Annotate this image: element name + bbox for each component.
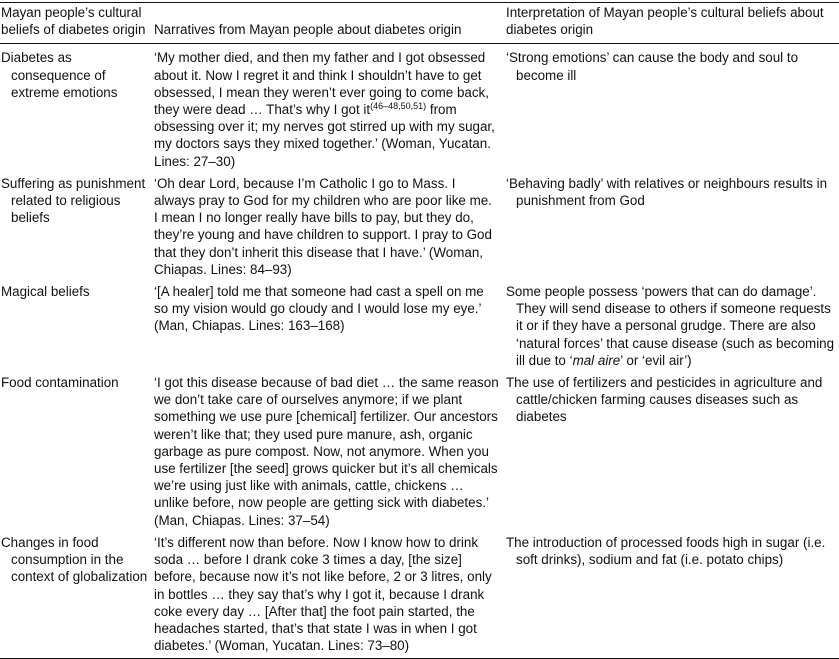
interpretation-cell: Some people possess ‘powers that can do damage’. They will send disease to others if someone requests it or if they have a personal grudge. There are also ‘natural forces’ that cause disease (such as becoming ill due to ‘mal aire’ or ‘evil air’) xyxy=(506,284,835,368)
interpretation-cell: The introduction of processed foods high in sugar (i.e. soft drinks), sodium and fat (i.e. potato chips) xyxy=(503,532,839,659)
diabetes-beliefs-table xyxy=(0,2,839,659)
belief-cell: Changes in food consumption in the context of globalization xyxy=(0,532,154,659)
narrative-cell: ‘Oh dear Lord, because I’m Catholic I go to Mass. I always pray to God for my children who are poor like me. I mean I no longer really have bills to pay, but they do, they’re young and have children to support. I pray to God that they don’t inherit this disease that I have.’ (Woman, Chiapas. Lines: 84–93) xyxy=(154,175,492,277)
interpretation-cell: ‘Strong emotions’ can cause the body and soul to become ill xyxy=(506,50,799,83)
citation-refs: (46–48,50,51) xyxy=(370,101,427,112)
table-row xyxy=(0,173,839,281)
belief-cell: Diabetes as consequence of extreme emotions xyxy=(1,50,118,100)
table-row xyxy=(0,532,839,659)
belief-cell: Suffering as punishment related to religious beliefs xyxy=(1,175,146,226)
narrative-cell: ‘[A healer] told me that someone had cast a spell on me so my vision would go cloudy and I would lose my eye.’ (Man, Chiapas. Lines: 163–168) xyxy=(154,284,484,334)
italic-term: mal aire xyxy=(572,352,621,368)
narrative-cell: ‘It’s different now than before. Now I know how to drink soda … before I drank coke 3 times a day, [the size] before, because now it’s not like before, 2 or 3 litres, only in bottles … they say that’s why I got it, because I drank coke every day … [After that] the foot pain started, the headaches started, that’s that state I was in when I got diabetes.’ (Woman, Yucatan. Lines: 73–80) xyxy=(154,532,503,659)
narrative-cell: ‘My mother died, and then my father and I got obsessed about it. Now I regret it and think I shouldn’t have to get obsessed, I mean they weren’t ever going to come back, they were dead … That’s why I got it$^{(46-48,50,51)}$ from obsessing over it; my nerves got stirred up with my sugar, my doctors says they mixed together.’ (Woman, Yucatan. Lines: 27–30) xyxy=(154,50,495,169)
narrative-cell: ‘I got this disease because of bad diet … the same reason we don’t take care of ourselves anymore; if we plant something we use pure [chemical] fertilizer. Our ancestors weren’t like that; they used pure manure, ash, organic garbage as pure compost. Now, not anymore. When you use fertilizer [the seed] grows quicker but it’s all chemicals we’re using just like with animals, cattle, chickens … unlike before, now people are getting sick with diabetes.’ (Man, Chiapas. Lines: 37–54) xyxy=(154,375,499,528)
header-cultural-beliefs: Mayan people’s cultural beliefs of diabetes origin xyxy=(0,3,154,44)
interpretation-cell: The use of fertilizers and pesticides in agriculture and cattle/chicken farming causes diseases such as diabetes xyxy=(506,375,823,425)
interpretation-cell: ‘Behaving badly’ with relatives or neighbours results in punishment from God xyxy=(506,175,828,209)
belief-cell: Magical beliefs xyxy=(1,284,90,300)
belief-cell: Food contamination xyxy=(1,375,119,391)
header-narratives: Narratives from Mayan people about diabetes origin xyxy=(154,3,503,44)
table-row xyxy=(0,372,839,532)
table-row xyxy=(0,281,839,372)
table-row xyxy=(0,44,839,173)
table-header-row xyxy=(0,3,839,44)
header-interpretation: Interpretation of Mayan people’s cultural beliefs about diabetes origin xyxy=(503,3,839,44)
